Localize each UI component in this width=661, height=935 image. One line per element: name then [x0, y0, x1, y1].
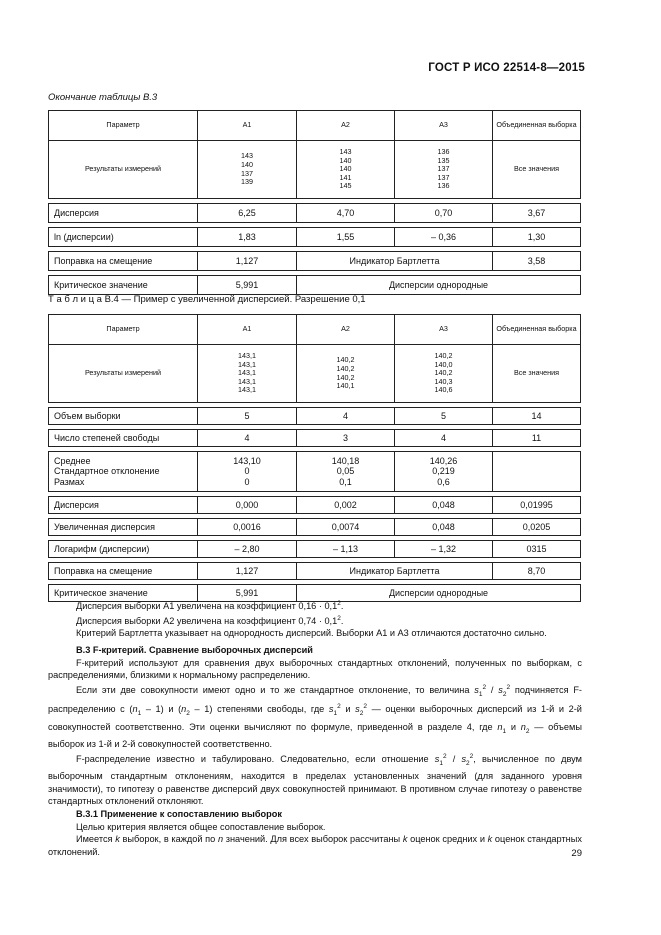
- page-number: 29: [571, 848, 582, 859]
- cell: 0,048: [395, 519, 493, 536]
- cell: 4: [395, 430, 493, 447]
- row-label: ln (дисперсии): [49, 228, 198, 247]
- header-cell: A1: [198, 111, 297, 141]
- cell: 6,25: [198, 204, 297, 223]
- table1-results-row: [49, 141, 581, 199]
- cell: 5,991: [198, 276, 297, 295]
- cell: Индикатор Бартлетта: [297, 563, 493, 580]
- table-row: [49, 252, 581, 271]
- cell: – 1,13: [297, 541, 395, 558]
- cell: 4: [297, 408, 395, 425]
- cell: 0,0074: [297, 519, 395, 536]
- cell: 11: [493, 430, 581, 447]
- row-label: Число степеней свободы: [49, 430, 198, 447]
- cell: 0,048: [395, 497, 493, 514]
- row-label: Критическое значение: [49, 276, 198, 295]
- table-row: [49, 228, 581, 247]
- results-cell: Все значения: [493, 345, 581, 403]
- header-cell: Параметр: [49, 315, 198, 345]
- paragraph: Целью критерия является общее сопоставление выборок.: [76, 821, 326, 832]
- cell: 1,55: [297, 228, 395, 247]
- cell: 1,30: [493, 228, 581, 247]
- document-header: ГОСТ Р ИСО 22514-8—2015: [428, 62, 585, 74]
- row-label: Поправка на смещение: [49, 252, 198, 271]
- cell: Дисперсии однородные: [297, 276, 581, 295]
- row-label: Результаты измерений: [49, 345, 198, 403]
- paragraph: F-критерий используют для сравнения двух выборочных стандартных отклонений, полученных по выборкам, с распределениями, близкими к нормальному распределению.: [48, 657, 582, 681]
- cell: 1,127: [198, 252, 297, 271]
- cell: Дисперсии однородные: [297, 585, 581, 602]
- cell: 3,58: [493, 252, 581, 271]
- table-row: [49, 541, 581, 558]
- cell: 0,000: [198, 497, 297, 514]
- row-label: Дисперсия: [49, 204, 198, 223]
- cell: 3: [297, 430, 395, 447]
- cell: 5,991: [198, 585, 297, 602]
- row-label: Объем выборки: [49, 408, 198, 425]
- subsection-heading: В.3.1 Применение к сопоставлению выборок: [76, 809, 282, 820]
- table-row: [49, 276, 581, 295]
- table-row: [49, 563, 581, 580]
- row-label: Поправка на смещение: [49, 563, 198, 580]
- cell: 1,127: [198, 563, 297, 580]
- cell: 0,0016: [198, 519, 297, 536]
- table-row: [49, 204, 581, 223]
- header-cell: Объединенная выборка: [493, 315, 581, 345]
- note: Критерий Бартлетта указывает на однородность дисперсий. Выборки A1 и A3 отличаются достаточно сильно.: [76, 628, 547, 639]
- cell: – 0,36: [395, 228, 493, 247]
- cell: – 2,80: [198, 541, 297, 558]
- row-label: Результаты измерений: [49, 141, 198, 199]
- header-cell: A3: [395, 315, 493, 345]
- table-row: [49, 430, 581, 447]
- header-cell: A2: [297, 315, 395, 345]
- section-heading: В.3 F-критерий. Сравнение выборочных дисперсий: [76, 645, 313, 655]
- cell: – 1,32: [395, 541, 493, 558]
- results-cell: 143 140 137 139: [198, 141, 297, 199]
- table-row: [49, 408, 581, 425]
- results-cell: 140,2 140,2 140,2 140,1: [297, 345, 395, 403]
- results-cell: 143,1 143,1 143,1 143,1 143,1: [198, 345, 297, 403]
- header-cell: Параметр: [49, 111, 198, 141]
- header-cell: Объединенная выборка: [493, 111, 581, 141]
- cell: 3,67: [493, 204, 581, 223]
- section-text: [48, 644, 582, 858]
- results-cell: Все значения: [493, 141, 581, 199]
- table1-header-row: [49, 111, 581, 141]
- note: Дисперсия выборки A1 увеличена на коэффициент $0,16 \cdot 0,1^2$.: [76, 600, 344, 612]
- cell: [493, 452, 581, 492]
- row-label: Логарифм (дисперсии): [49, 541, 198, 558]
- cell: 140,26 0,219 0,6: [395, 452, 493, 492]
- cell: 5: [198, 408, 297, 425]
- table1-caption: Окончание таблицы В.3: [48, 92, 158, 103]
- row-label: Дисперсия: [49, 497, 198, 514]
- cell: 0,002: [297, 497, 395, 514]
- cell: Индикатор Бартлетта: [297, 252, 493, 271]
- results-cell: 136 135 137 137 136: [395, 141, 493, 199]
- note-text: Дисперсия выборки A1 увеличена на коэффициент 0,16 · 0,1: [76, 601, 338, 612]
- header-cell: A2: [297, 111, 395, 141]
- row-label: Увеличенная дисперсия: [49, 519, 198, 536]
- results-cell: 140,2 140,0 140,2 140,3 140,6: [395, 345, 493, 403]
- cell: 140,18 0,05 0,1: [297, 452, 395, 492]
- cell: 8,70: [493, 563, 581, 580]
- header-cell: A3: [395, 111, 493, 141]
- cell: 0315: [493, 541, 581, 558]
- table-row: [49, 519, 581, 536]
- cell: 4,70: [297, 204, 395, 223]
- results-cell: 143 140 140 141 145: [297, 141, 395, 199]
- table2-header-row: [49, 315, 581, 345]
- note: Дисперсия выборки A2 увеличена на коэффициент $0,74 \cdot 0,1^2$.: [76, 614, 344, 626]
- cell: 1,83: [198, 228, 297, 247]
- paragraph: Имеется k выборок, в каждой по n значений. Для всех выборок рассчитаны k оценок средних и k оценок стандартных отклонений.: [48, 834, 582, 857]
- table2-caption: Т а б л и ц а B.4 — Пример с увеличенной дисперсией. Разрешение 0,1: [48, 294, 366, 305]
- cell: 4: [198, 430, 297, 447]
- table2: [48, 314, 581, 602]
- note-text: Дисперсия выборки A2 увеличена на коэффициент 0,74 · 0,1: [76, 615, 338, 626]
- row-label: Критическое значение: [49, 585, 198, 602]
- table2-results-row: [49, 345, 581, 403]
- cell: 0,70: [395, 204, 493, 223]
- table2-stats-row: [49, 452, 581, 492]
- table1: [48, 110, 581, 295]
- cell: 5: [395, 408, 493, 425]
- table-row: [49, 497, 581, 514]
- paragraph: F-распределение известно и табулировано. Следовательно, если отношение $s_1^2 / s_2^2$, вычисленное по двум выборочным стандартным отклонениям, находится в пределах установленных значений (для заданного уровня значимости), то гипотезу о равенстве дисперсий двух совокупностей принимают. В противном случае гипотезу о равенстве стандартных отклонений отклоняют.: [48, 752, 582, 807]
- paragraph: Если эти две совокупности имеют одно и то же стандартное отклонение, то величина $s_1^2 / s_2^2$ подчиняется F-распределению с $(n_1 - 1)$ и $(n_2 - 1)$ степенями свободы, где $s_1^2$ и $s_2^2$ — оценки выборочных дисперсий из 1-й и 2-й совокупностей соответственно. Эти оценки вычисляют по формуле, приведенной в разделе 4, где $n_1$ и $n_2$ — объемы выборок из 1-й и 2-й совокупностей соответственно.: [48, 683, 582, 750]
- header-cell: A1: [198, 315, 297, 345]
- cell: 143,10 0 0: [198, 452, 297, 492]
- table-notes: [76, 598, 582, 640]
- row-label: Среднее Стандартное отклонение Размах: [49, 452, 198, 492]
- cell: 0,01995: [493, 497, 581, 514]
- cell: 0,0205: [493, 519, 581, 536]
- cell: 14: [493, 408, 581, 425]
